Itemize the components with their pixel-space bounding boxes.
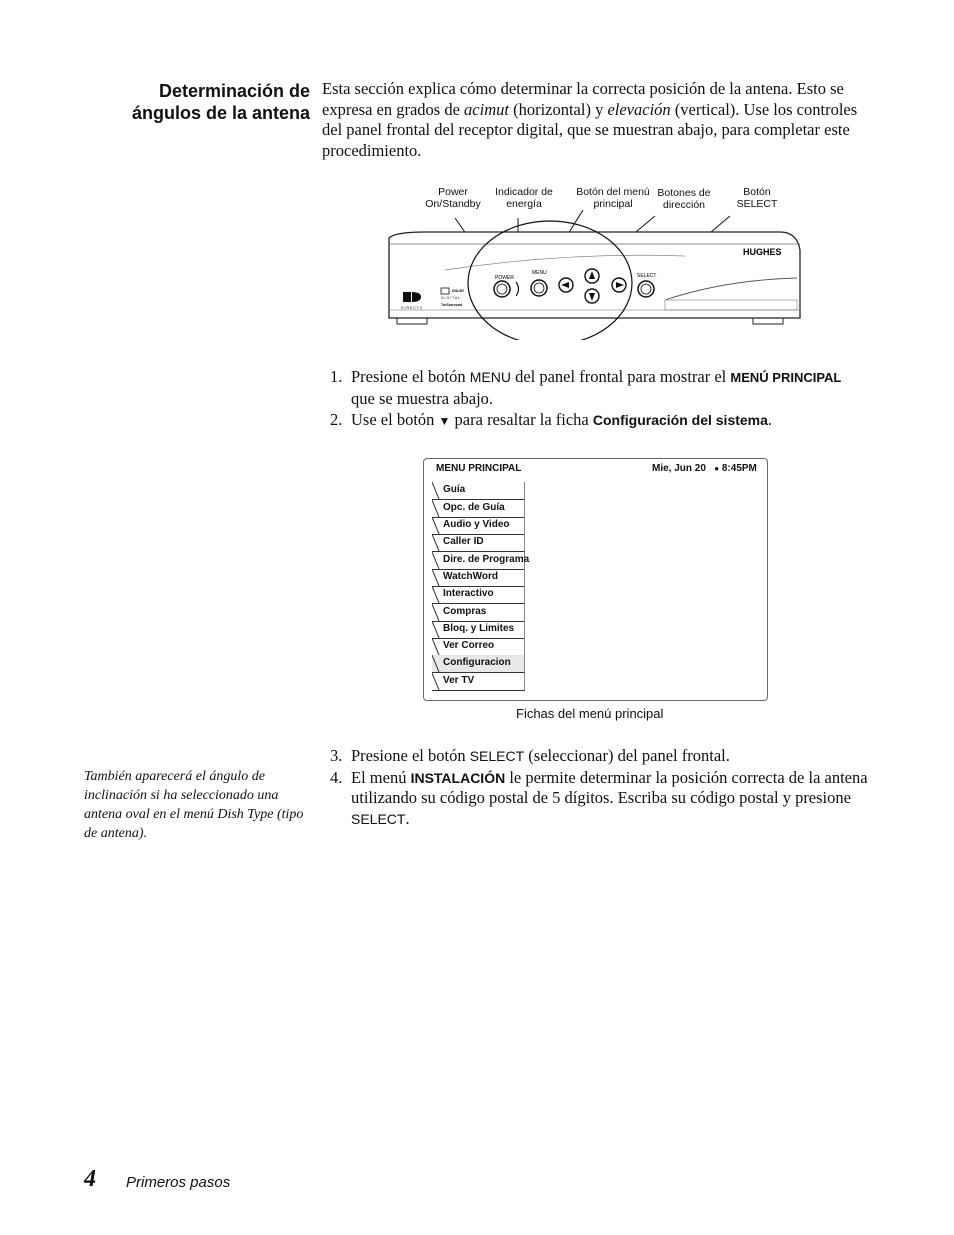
step-2: 2. Use el botón ▼ para resaltar la ficha Configuración del sistema.: [330, 410, 773, 429]
section-heading-line2: ángulos de la antena: [131, 103, 310, 123]
menu-tab[interactable]: [432, 586, 525, 604]
menu-tab-label: Opc. de Guía: [443, 502, 505, 513]
menu-tab-label: Bloq. y Limites: [443, 623, 515, 634]
dolby-label: DOLBY: [452, 289, 465, 293]
menu-tab[interactable]: [432, 638, 525, 656]
bullet-icon: ●: [714, 464, 720, 473]
menu-tab-label: Configuracion: [443, 657, 511, 668]
steps-list-b: [322, 746, 882, 830]
menu-tab[interactable]: [432, 517, 525, 535]
receiver-front-panel: [385, 210, 805, 340]
menu-tab-label: Audio y Video: [443, 519, 510, 530]
intro-acimut: acimut: [464, 99, 509, 119]
menu-button: [531, 280, 547, 296]
intro-text-2: (horizontal) y: [508, 99, 608, 119]
steps-list-a: [322, 367, 882, 433]
menu-title: MENU PRINCIPAL: [436, 463, 522, 474]
trusurround-label: TruSurround: [441, 303, 463, 307]
panel-label-menu: MENU: [532, 270, 547, 276]
callout-power: Power On/Standby: [425, 186, 481, 210]
menu-tab-label: WatchWord: [443, 571, 498, 582]
menu-tab-label: Dire. de Programa: [443, 554, 530, 565]
menu-tab[interactable]: [432, 534, 525, 552]
intro-text-1: Esta sección explica cómo determinar la correcta posición de la antena. Esto se expresa en grados de: [322, 79, 844, 119]
menu-tab[interactable]: [432, 604, 525, 622]
digital-label: D I G I T A L: [441, 296, 460, 300]
callout-select-button: Botón SELECT: [736, 186, 778, 210]
menu-caption: Fichas del menú principal: [516, 706, 664, 721]
side-note: También aparecerá el ángulo de inclinación si ha seleccionado una antena oval en el menú Dish Type (tipo de antena).: [84, 769, 304, 841]
menu-tab[interactable]: [432, 500, 525, 518]
section-heading-line1: Determinación de: [158, 81, 310, 101]
menu-tab[interactable]: [432, 552, 530, 570]
callout-direction-buttons: Botones de dirección: [657, 187, 711, 211]
menu-datetime: Mie, Jun 20 ● 8:45PM: [652, 463, 757, 474]
panel-label-select: SELECT: [637, 273, 657, 279]
intro-elevacion: elevación: [607, 99, 671, 119]
menu-tab[interactable]: [432, 655, 525, 673]
power-button: [494, 281, 510, 297]
menu-tab-label: Ver Correo: [443, 640, 495, 651]
section-heading: [105, 80, 310, 124]
menu-tab-label: Compras: [443, 606, 487, 617]
callout-indicator: Indicador de energía: [495, 186, 553, 210]
step-3: 3. Presione el botón SELECT (seleccionar) del panel frontal.: [330, 746, 730, 765]
step-1: 1. Presione el botón MENU del panel frontal para mostrar el MENÚ PRINCIPAL que se muestra abajo.: [330, 367, 842, 408]
footer-section-name: Primeros pasos: [126, 1174, 231, 1191]
panel-label-power: POWER: [495, 275, 514, 281]
menu-tab[interactable]: [432, 482, 525, 500]
page-number: 4: [84, 1166, 96, 1192]
callout-menu-button: Botón del menú principal: [576, 186, 650, 210]
down-arrow-icon: ▼: [438, 414, 451, 428]
step-4: 4. El menú INSTALACIÓN le permite determinar la posición correcta de la antena utilizando su código postal de 5 dígitos. Escriba su código postal y presione SELECT.: [330, 767, 868, 828]
intro-paragraph: [322, 79, 870, 161]
menu-tab-label: Interactivo: [443, 588, 494, 599]
menu-tab-label: Caller ID: [443, 536, 484, 547]
menu-tab-label: Guía: [443, 484, 466, 495]
hughes-logo: HUGHES: [743, 247, 782, 257]
menu-tab[interactable]: [432, 569, 525, 587]
menu-tab-label: Ver TV: [443, 675, 475, 686]
menu-tab[interactable]: [432, 673, 525, 691]
select-button: [638, 281, 654, 297]
svg-text:D I R E C T V: D I R E C T V: [401, 306, 423, 310]
menu-tab[interactable]: [432, 621, 525, 639]
intro-text-3: (vertical). Use los controles del panel frontal del receptor digital, que se muestran abajo, para completar este procedimiento.: [322, 99, 858, 160]
